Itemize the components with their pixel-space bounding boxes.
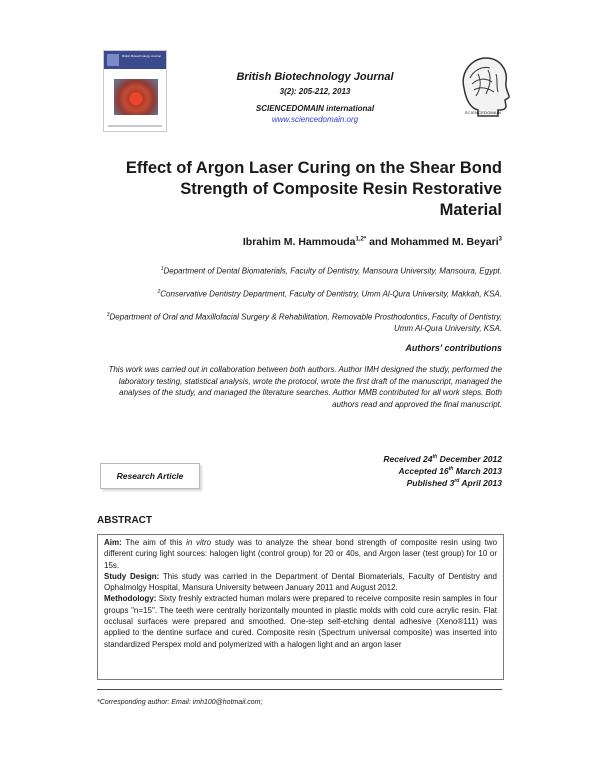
study-design-text: This study was carried in the Department of Dental Biomaterials, Faculty of Dentistry and Ophalmolgy Hospital, Mansura University between January 2011 and August 2012. xyxy=(104,571,498,593)
cover-title: British Biotechnology Journal xyxy=(122,54,161,58)
methodology-text: Sixty freshly extracted human molars were prepared to receive composite resin samples in four groups "n=15". The teeth were centrally horizontally mounted in plastic molds with cold cure acrylic resin. Flat occlusal surfaces were prepared and smoothed. One-step self-etching dental adhesive (Xeno®111) was applied to the dentine surface and cured. Composite resin (Spectrum universal composite) was inserted into standardized Perspex mold and polymerized with a halogen light and an argon laser xyxy=(104,594,497,649)
article-type-badge xyxy=(100,463,200,489)
published-date xyxy=(300,478,502,488)
published-date-ordinal: rd xyxy=(454,478,460,485)
affiliation xyxy=(96,310,502,335)
corresponding-author-footnote: *Corresponding author: Email: imh100@hotmail.com; xyxy=(97,699,263,706)
accepted-date-rest: March 2013 xyxy=(453,466,502,476)
author-name: Ibrahim M. Hammouda xyxy=(242,236,356,248)
received-date-rest: December 2012 xyxy=(437,454,502,464)
publisher-website-link[interactable]: www.sciencedomain.org xyxy=(271,115,359,124)
received-date-label: Received 24 xyxy=(383,454,433,464)
cover-picture xyxy=(114,79,158,115)
abstract-box xyxy=(97,534,504,680)
cover-logo xyxy=(107,54,119,66)
aim-text-post: study was to analyze the shear bond strength of composite resin using two different curing light sources: halogen light (control group) for 20 or 40s, and Argon laser (test group) for 10 or 15s. xyxy=(104,538,498,570)
affiliation xyxy=(96,287,502,300)
accepted-date xyxy=(300,466,502,476)
affiliation-text: Conservative Dentistry Department, Faculty of Dentistry, Umm Al-Qura University, Makkah, KSA. xyxy=(160,289,502,299)
contributions-heading: Authors' contributions xyxy=(405,343,502,353)
author-joiner: and xyxy=(366,236,391,248)
aim-label: Aim: xyxy=(104,538,122,547)
publisher-logo-text: SCIENCEDOMAIN xyxy=(464,110,502,115)
abstract-body xyxy=(98,535,503,652)
affiliation-number: 2 xyxy=(157,289,161,295)
affiliation-number: 3 xyxy=(106,312,110,318)
aim-text-pre: The aim of this xyxy=(121,538,187,547)
author-affiliation-marker: 1,2* xyxy=(355,236,367,243)
methodology-label: Methodology: xyxy=(104,594,157,604)
journal-cover-image xyxy=(103,50,167,132)
aim-italic: in vitro xyxy=(186,538,212,547)
received-date xyxy=(300,454,502,464)
journal-volume: 3(2): 205-212, 2013 xyxy=(279,87,351,96)
paper-title: Effect of Argon Laser Curing on the Shear Bond Strength of Composite Resin Restorative Material xyxy=(125,159,502,219)
author-affiliation-marker: 3 xyxy=(498,236,502,243)
author-line xyxy=(120,236,502,248)
accepted-date-ordinal: th xyxy=(448,466,454,473)
affiliation-number: 1 xyxy=(160,266,164,272)
author-name: Mohammed M. Beyari xyxy=(390,236,499,248)
cover-footer xyxy=(108,125,162,127)
contributions-text: This work was carried out in collaboration between both authors. Author IMH designed the study, performed the laboratory testing, statistical analysis, wrote the protocol, wrote the first draft of the manuscript, managed the analyses of the study, and managed the literature searches. Author MMB contributed for all work steps. Both authors read and approved the final manuscript. xyxy=(108,365,502,409)
received-date-ordinal: th xyxy=(432,454,438,461)
abstract-heading: ABSTRACT xyxy=(97,515,152,526)
journal-name: British Biotechnology Journal xyxy=(236,71,394,83)
publisher-name: SCIENCEDOMAIN international xyxy=(255,104,375,113)
affiliation xyxy=(96,264,502,277)
article-type-label: Research Article xyxy=(116,471,184,481)
affiliation-text: Department of Dental Biomaterials, Faculty of Dentistry, Mansoura University, Mansoura, Egypt. xyxy=(163,266,502,276)
accepted-date-label: Accepted 16 xyxy=(398,466,449,476)
published-date-rest: April 2013 xyxy=(459,478,502,488)
affiliation-text: Department of Oral and Maxillofacial Surgery & Rehabilitation, Removable Prosthodontics, Faculty of Dentistry, Umm Al-Qura University, KSA. xyxy=(109,312,502,334)
cover-band xyxy=(104,51,166,69)
footnote-divider xyxy=(97,689,502,690)
study-design-label: Study Design: xyxy=(104,571,160,581)
published-date-label: Published 3 xyxy=(406,478,455,488)
